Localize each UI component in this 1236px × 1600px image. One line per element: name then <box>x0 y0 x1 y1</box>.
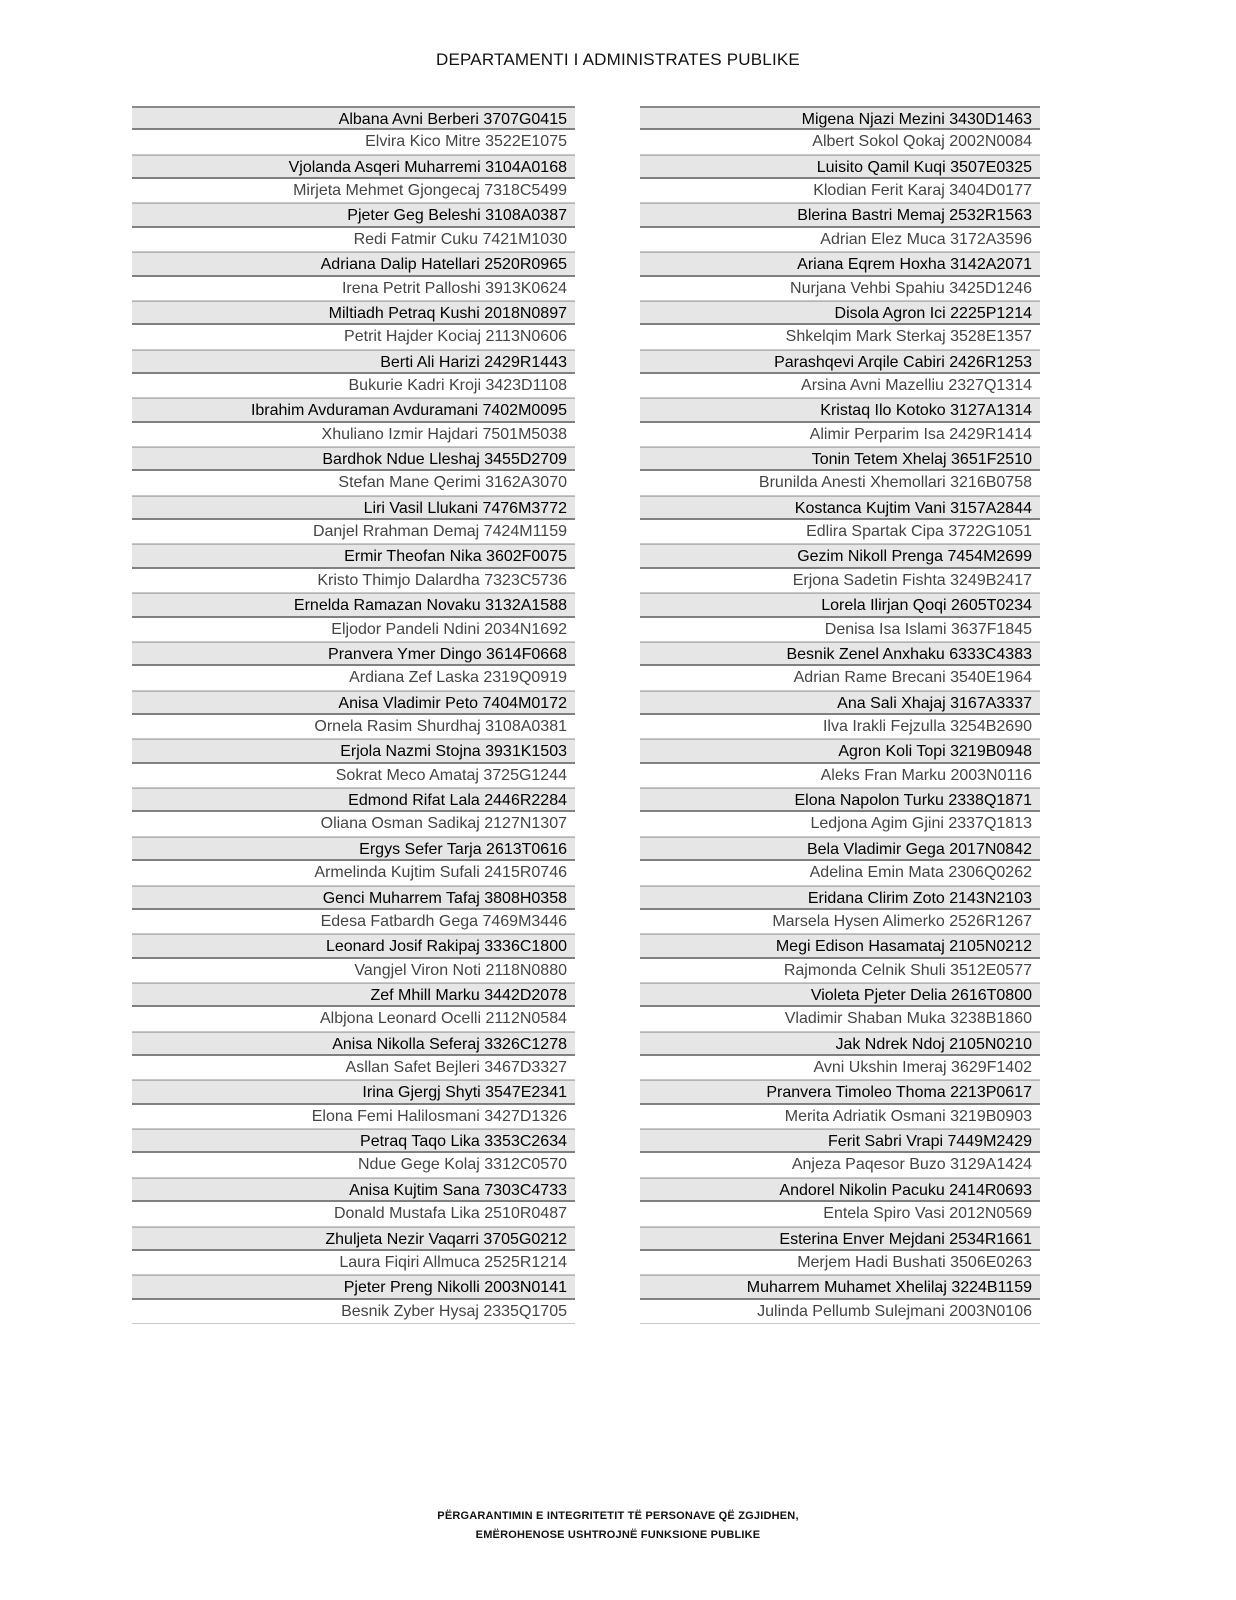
list-item: Irena Petrit Palloshi 3913K0624 <box>132 277 575 301</box>
list-item: Edesa Fatbardh Gega 7469M3446 <box>132 910 575 934</box>
list-item: Redi Fatmir Cuku 7421M1030 <box>132 228 575 252</box>
list-item: Eljodor Pandeli Ndini 2034N1692 <box>132 618 575 642</box>
list-item: Ledjona Agim Gjini 2337Q1813 <box>640 812 1040 836</box>
list-item: Vjolanda Asqeri Muharremi 3104A0168 <box>132 155 575 179</box>
list-item: Zhuljeta Nezir Vaqarri 3705G0212 <box>132 1227 575 1251</box>
list-item: Marsela Hysen Alimerko 2526R1267 <box>640 910 1040 934</box>
list-item: Disola Agron Ici 2225P1214 <box>640 301 1040 325</box>
list-item: Ariana Eqrem Hoxha 3142A2071 <box>640 252 1040 276</box>
list-item: Klodian Ferit Karaj 3404D0177 <box>640 179 1040 203</box>
list-item: Anjeza Paqesor Buzo 3129A1424 <box>640 1153 1040 1177</box>
list-item: Ana Sali Xhajaj 3167A3337 <box>640 691 1040 715</box>
list-item: Adriana Dalip Hatellari 2520R0965 <box>132 252 575 276</box>
list-item: Rajmonda Celnik Shuli 3512E0577 <box>640 959 1040 983</box>
list-item: Elona Napolon Turku 2338Q1871 <box>640 788 1040 812</box>
list-item: Laura Fiqiri Allmuca 2525R1214 <box>132 1251 575 1275</box>
list-item: Merjem Hadi Bushati 3506E0263 <box>640 1251 1040 1275</box>
list-item: Ndue Gege Kolaj 3312C0570 <box>132 1153 575 1177</box>
list-item: Alimir Perparim Isa 2429R1414 <box>640 423 1040 447</box>
list-item: Shkelqim Mark Sterkaj 3528E1357 <box>640 325 1040 349</box>
list-item: Kristo Thimjo Dalardha 7323C5736 <box>132 569 575 593</box>
list-item: Pranvera Ymer Dingo 3614F0668 <box>132 642 575 666</box>
list-item: Irina Gjergj Shyti 3547E2341 <box>132 1080 575 1104</box>
list-item: Merita Adriatik Osmani 3219B0903 <box>640 1105 1040 1129</box>
list-item: Ferit Sabri Vrapi 7449M2429 <box>640 1129 1040 1153</box>
list-item: Luisito Qamil Kuqi 3507E0325 <box>640 155 1040 179</box>
list-item: Erjona Sadetin Fishta 3249B2417 <box>640 569 1040 593</box>
list-item: Ibrahim Avduraman Avduramani 7402M0095 <box>132 398 575 422</box>
list-item: Pjeter Geg Beleshi 3108A0387 <box>132 203 575 227</box>
list-item: Adrian Rame Brecani 3540E1964 <box>640 666 1040 690</box>
list-item: Albert Sokol Qokaj 2002N0084 <box>640 130 1040 154</box>
list-item: Miltiadh Petraq Kushi 2018N0897 <box>132 301 575 325</box>
footer <box>0 1507 1236 1545</box>
list-item: Oliana Osman Sadikaj 2127N1307 <box>132 812 575 836</box>
list-item: Stefan Mane Qerimi 3162A3070 <box>132 471 575 495</box>
list-item: Tonin Tetem Xhelaj 3651F2510 <box>640 447 1040 471</box>
list-item: Ermir Theofan Nika 3602F0075 <box>132 544 575 568</box>
list-item: Arsina Avni Mazelliu 2327Q1314 <box>640 374 1040 398</box>
list-item: Edmond Rifat Lala 2446R2284 <box>132 788 575 812</box>
list-item: Bela Vladimir Gega 2017N0842 <box>640 837 1040 861</box>
list-item: Asllan Safet Bejleri 3467D3327 <box>132 1056 575 1080</box>
left-name-list <box>132 106 575 1324</box>
list-item: Mirjeta Mehmet Gjongecaj 7318C5499 <box>132 179 575 203</box>
page-title: DEPARTAMENTI I ADMINISTRATES PUBLIKE <box>436 50 800 69</box>
list-item: Adelina Emin Mata 2306Q0262 <box>640 861 1040 885</box>
list-item: Ernelda Ramazan Novaku 3132A1588 <box>132 593 575 617</box>
list-item: Bardhok Ndue Lleshaj 3455D2709 <box>132 447 575 471</box>
list-item: Adrian Elez Muca 3172A3596 <box>640 228 1040 252</box>
list-item: Jak Ndrek Ndoj 2105N0210 <box>640 1032 1040 1056</box>
list-item: Kristaq Ilo Kotoko 3127A1314 <box>640 398 1040 422</box>
list-item: Pjeter Preng Nikolli 2003N0141 <box>132 1275 575 1299</box>
list-item: Entela Spiro Vasi 2012N0569 <box>640 1202 1040 1226</box>
list-item: Albjona Leonard Ocelli 2112N0584 <box>132 1007 575 1031</box>
list-item: Armelinda Kujtim Sufali 2415R0746 <box>132 861 575 885</box>
list-item: Erjola Nazmi Stojna 3931K1503 <box>132 739 575 763</box>
list-item: Anisa Nikolla Seferaj 3326C1278 <box>132 1032 575 1056</box>
list-item: Ergys Sefer Tarja 2613T0616 <box>132 837 575 861</box>
list-item: Sokrat Meco Amataj 3725G1244 <box>132 764 575 788</box>
list-item: Avni Ukshin Imeraj 3629F1402 <box>640 1056 1040 1080</box>
list-item: Elona Femi Halilosmani 3427D1326 <box>132 1105 575 1129</box>
list-item: Nurjana Vehbi Spahiu 3425D1246 <box>640 277 1040 301</box>
list-item: Denisa Isa Islami 3637F1845 <box>640 618 1040 642</box>
list-item: Genci Muharrem Tafaj 3808H0358 <box>132 886 575 910</box>
list-item: Ardiana Zef Laska 2319Q0919 <box>132 666 575 690</box>
list-item: Besnik Zyber Hysaj 2335Q1705 <box>132 1300 575 1324</box>
list-item: Agron Koli Topi 3219B0948 <box>640 739 1040 763</box>
list-item: Brunilda Anesti Xhemollari 3216B0758 <box>640 471 1040 495</box>
footer-line-1: PËRGARANTIMIN E INTEGRITETIT TË PERSONAVE QË ZGJIDHEN, <box>437 1510 799 1522</box>
list-item: Zef Mhill Marku 3442D2078 <box>132 983 575 1007</box>
right-name-list <box>640 106 1040 1324</box>
list-item: Vladimir Shaban Muka 3238B1860 <box>640 1007 1040 1031</box>
list-item: Gezim Nikoll Prenga 7454M2699 <box>640 544 1040 568</box>
list-item: Berti Ali Harizi 2429R1443 <box>132 350 575 374</box>
list-item: Besnik Zenel Anxhaku 6333C4383 <box>640 642 1040 666</box>
list-item: Muharrem Muhamet Xhelilaj 3224B1159 <box>640 1275 1040 1299</box>
list-item: Petrit Hajder Kociaj 2113N0606 <box>132 325 575 349</box>
list-item: Megi Edison Hasamataj 2105N0212 <box>640 934 1040 958</box>
list-item: Kostanca Kujtim Vani 3157A2844 <box>640 496 1040 520</box>
list-item: Donald Mustafa Lika 2510R0487 <box>132 1202 575 1226</box>
list-item: Edlira Spartak Cipa 3722G1051 <box>640 520 1040 544</box>
list-item: Violeta Pjeter Delia 2616T0800 <box>640 983 1040 1007</box>
list-item: Parashqevi Arqile Cabiri 2426R1253 <box>640 350 1040 374</box>
list-item: Elvira Kico Mitre 3522E1075 <box>132 130 575 154</box>
list-item: Aleks Fran Marku 2003N0116 <box>640 764 1040 788</box>
list-item: Petraq Taqo Lika 3353C2634 <box>132 1129 575 1153</box>
list-item: Vangjel Viron Noti 2118N0880 <box>132 959 575 983</box>
list-item: Lorela Ilirjan Qoqi 2605T0234 <box>640 593 1040 617</box>
list-item: Danjel Rrahman Demaj 7424M1159 <box>132 520 575 544</box>
list-item: Bukurie Kadri Kroji 3423D1108 <box>132 374 575 398</box>
list-item: Anisa Kujtim Sana 7303C4733 <box>132 1178 575 1202</box>
list-item: Ornela Rasim Shurdhaj 3108A0381 <box>132 715 575 739</box>
list-item: Anisa Vladimir Peto 7404M0172 <box>132 691 575 715</box>
list-item: Pranvera Timoleo Thoma 2213P0617 <box>640 1080 1040 1104</box>
list-item: Ilva Irakli Fejzulla 3254B2690 <box>640 715 1040 739</box>
list-item: Andorel Nikolin Pacuku 2414R0693 <box>640 1178 1040 1202</box>
list-item: Albana Avni Berberi 3707G0415 <box>132 106 575 130</box>
footer-line-2: EMËROHENOSE USHTROJNË FUNKSIONE PUBLIKE <box>475 1529 761 1541</box>
list-item: Blerina Bastri Memaj 2532R1563 <box>640 203 1040 227</box>
list-item: Leonard Josif Rakipaj 3336C1800 <box>132 934 575 958</box>
list-item: Liri Vasil Llukani 7476M3772 <box>132 496 575 520</box>
list-item: Esterina Enver Mejdani 2534R1661 <box>640 1227 1040 1251</box>
list-item: Migena Njazi Mezini 3430D1463 <box>640 106 1040 130</box>
list-item: Julinda Pellumb Sulejmani 2003N0106 <box>640 1300 1040 1324</box>
list-item: Xhuliano Izmir Hajdari 7501M5038 <box>132 423 575 447</box>
list-item: Eridana Clirim Zoto 2143N2103 <box>640 886 1040 910</box>
